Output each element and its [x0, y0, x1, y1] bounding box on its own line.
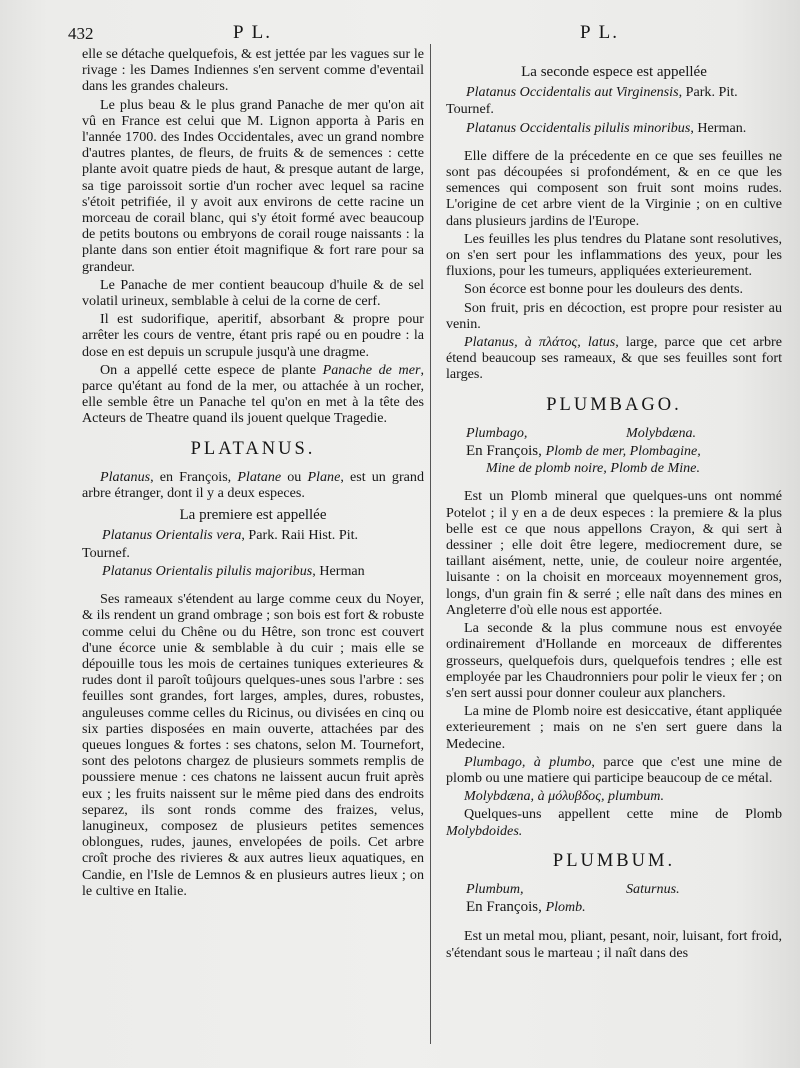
- running-head-left: P L.: [233, 22, 272, 43]
- left-column: [82, 46, 424, 901]
- section-heading-platanus: PLATANUS.: [190, 438, 316, 459]
- running-head-right: P L.: [580, 22, 619, 43]
- section-heading-plumbago: PLUMBAGO.: [546, 394, 682, 415]
- subheading-first-species: La premiere est appellée: [179, 507, 327, 524]
- synonym: Platanus Orientalis pilulis majoribus, Herman: [102, 562, 365, 579]
- french-names-cont: Mine de plomb noire, Plomb de Mine.: [486, 460, 700, 477]
- paragraph: Son écorce est bonne pour les douleurs des dents.: [464, 281, 744, 298]
- term: Panache de mer: [322, 361, 421, 378]
- column-divider: [430, 44, 431, 1044]
- page-number: 432: [68, 24, 94, 43]
- plumbum-names: Plumbum, Saturnus.: [466, 880, 680, 897]
- synonym-tail: Tournef.: [446, 101, 494, 118]
- paragraph: Il est sudorifique, aperitif, absorbant & propre pour arrêter les cours de ventre, étant pris rapé ou en poudre : la dose en est depuis un scrupule jusqu'à une dragme.: [82, 311, 424, 360]
- paragraph: Les feuilles les plus tendres du Platane sont resolutives, on s'en sert pour les inflammations des yeux, pour les fluxions, pour les tumeurs, appliquées exterieurement.: [446, 230, 782, 280]
- french-names: En François, Plomb de mer, Plombagine,: [466, 443, 701, 460]
- synonym-tail: Tournef.: [82, 544, 130, 561]
- paragraph: Elle differe de la précedente en ce que ses feuilles ne sont pas découpées si profondément, & en ce que les semences qui composent son fruit sont moins rudes. L'origine de cet arbre vient de la Virginie ; on en cultive dans plusieurs jardins de l'Europe.: [446, 147, 782, 229]
- paragraph: elle se détache quelquefois, & est jettée par les vagues sur le rivage : les Dames Indiennes s'en servent comme d'eventail dans les grandes chaleurs.: [82, 46, 424, 95]
- paragraph: Molybdæna, à μόλυβδος, plumbum.: [464, 788, 664, 805]
- right-column: [446, 46, 782, 963]
- paragraph: On a appellé cette espece de plante Panache de mer, parce qu'étant au fond de la mer, ou attachée à un rocher, elle semble être un Panache tel qu'on en met à la tête des Acteurs de Theatre quand ils jouent quelque Tragedie.: [82, 361, 425, 427]
- plumbago-names: Plumbago, Molybdæna.: [466, 424, 697, 441]
- paragraph: Son fruit, pris en décoction, est propre pour resister au venin.: [446, 299, 782, 332]
- section-heading-plumbum: PLUMBUM.: [552, 850, 676, 871]
- subheading-second-species: La seconde espece est appellée: [521, 64, 707, 80]
- french-names: En François, Plomb.: [466, 899, 586, 916]
- paragraph: Le Panache de mer contient beaucoup d'huile & de sel volatil urineux, semblable à celui de la corne de cerf.: [82, 276, 424, 310]
- paragraph: Quelques-uns appellent cette mine de Plomb Molybdoides.: [446, 806, 782, 839]
- synonym: Platanus Occidentalis pilulis minoribus, Herman.: [466, 119, 747, 136]
- paragraph: La seconde & la plus commune nous est envoyée ordinairement d'Hollande en morceaux de differentes grosseurs, quelquefois durs, quelquefois tendres ; elle est employée par les Chaudronniers pour polir le vieux fer ; on s'en sert aussi pour donner couleur aux planchers.: [446, 620, 782, 701]
- paragraph: Le plus beau & le plus grand Panache de mer qu'on ait vû en France est celui que M. Lignon apporta à Paris en l'année 1700. des Indes Occidentales, avec un grand nombre d'autres plantes, de fleurs, de fruits & de semences : cette plante avoit quatre pieds de haut, & presque autant de large, sa tige paroissoit sortie d'un rocher avec lequel sa racine s'étoit petrifiée, il y avoit aux environs de cette racine un morceau de corail blanc, qui s'y étoit formé avec beaucoup de petits boutons ou embryons de corail rouge naissants : la plante dans son entier étoit magnifique & fort rare pour sa grandeur.: [82, 96, 424, 275]
- synonym: Platanus Occidentalis aut Virginensis, Park. Pit.: [466, 84, 738, 101]
- paragraph: Est un metal mou, pliant, pesant, noir, luisant, fort froid, s'étendant sous le marteau ; il naît dans des: [446, 928, 782, 961]
- paragraph: Platanus, à πλάτος, latus, large, parce que cet arbre étend beaucoup ses rameaux, & que ses feuilles sont fort larges.: [446, 334, 782, 383]
- paragraph: La mine de Plomb noire est desiccative, étant appliquée exterieurement ; mais on ne s'en sert guere dans la Medecine.: [446, 703, 782, 752]
- paragraph: Est un Plomb mineral que quelques-uns ont nommé Potelot ; il y en a de deux especes : la premiere & la plus belle est ce que nous appellons Crayon, & qui sert à dessiner ; elle doit être legere, mediocrement dure, se taillant aisément, nette, unie, de couleur noire argentée, luisante : on la choisit en morceaux moyennement gros, longs, d'un grain fin & serré ; elle naît dans des mines en Angleterre d'où elle nous est apportée.: [446, 488, 782, 618]
- paragraph: Plumbago, à plumbo, parce que c'est une mine de plomb ou une matiere qui participe beaucoup de ce métal.: [446, 753, 782, 786]
- paragraph: Platanus, en François, Platane ou Plane, est un grand arbre étranger, dont il y a deux especes.: [82, 468, 424, 502]
- paragraph: Ses rameaux s'étendent au large comme ceux du Noyer, & ils rendent un grand ombrage ; son bois est fort & robuste comme celui du Chêne ou du Hêtre, son tronc est couvert d'une écorce unie & semblable à du cuir ; mais elle se dépouille tous les mois de certaines tuniques exterieures & rudes dont il paroît toûjours quelques-unes sous l'arbre : ses feuilles sont grandes, fort larges, amples, dures, robustes, anguleuses comme celles du Ricinus, ou divisées en cinq ou six parties disposées en main ouverte, attachées par des queues longues & fortes : ses chatons, selon M. Tournefort, sont des pelotons chargez de plusieurs sommets remplis de poussiere menue : ces chatons ne laissent aucun fruit après eux ; les fruits naissent sur le même pied dans des endroits separez, ils sont ronds comme des fraizes, velus, lanugineux, composez de plusieurs petites semences oblongues, rudes, jaunes, envelopées de poils. Cet arbre croît proche des rivieres & aux autres lieux aquatiques, en Candie, en l'Isle de Lemnos & en plusieurs autres lieux ; on le cultive en Italie.: [82, 591, 424, 899]
- synonym: Platanus Orientalis vera, Park. Raii Hist. Pit.: [102, 527, 359, 544]
